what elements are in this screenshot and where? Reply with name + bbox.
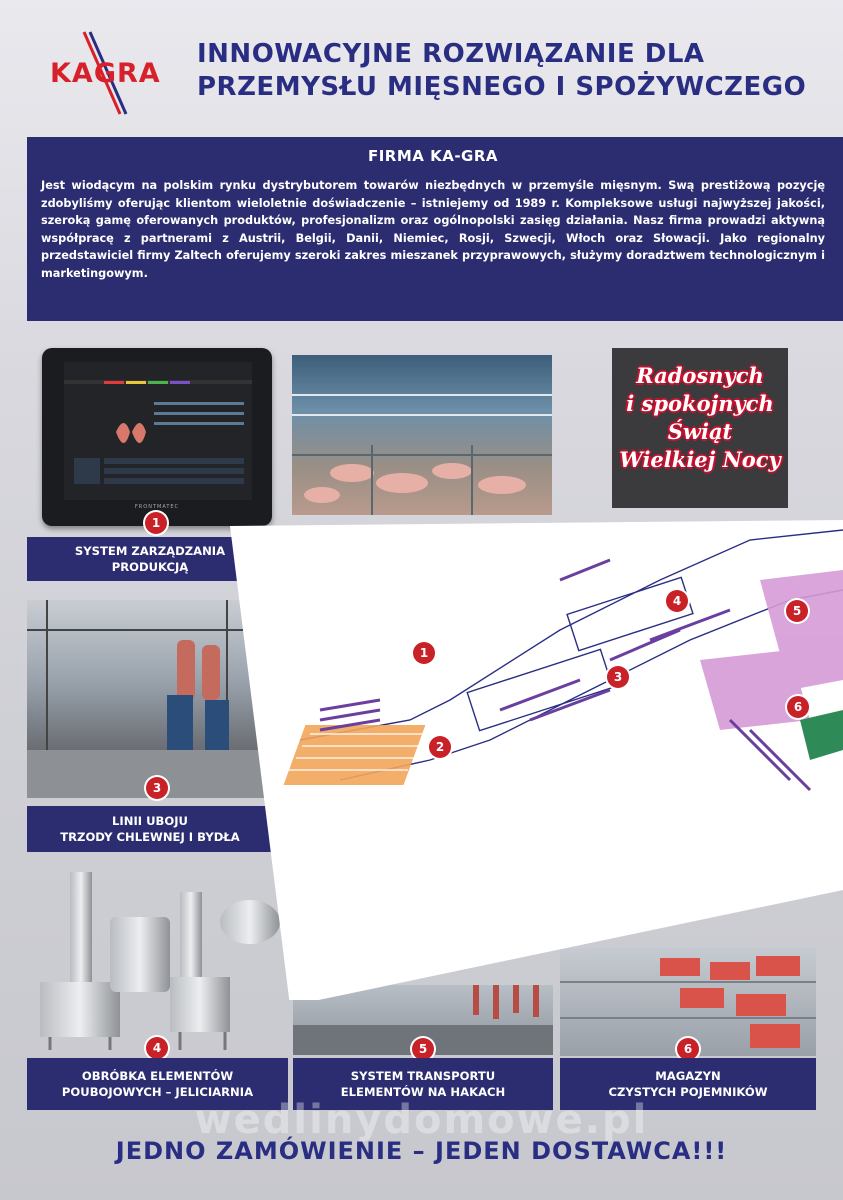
company-description: Jest wiodącym na polskim rynku dystrybutorem towarów niezbędnych w przemyśle mięsnym. Swą prestiżową pozycję zdobyliśmy oferując klientom wieloletnie doświadczenie – istniejemy od 1989 r. Kompleksowe usługi najwyższej jakości, szeroką gamę oferowanych produktów, profesjonalizm oraz ogólnopolski zasięg działania. Nasz firma prowadzi aktywną współpracę z partnerami z Austrii, Belgii, Danii, Niemiec, Rosji, Szwecji, Włoch oraz Słowacji. Jako regionalny przedstawiciel firmy Zaltech oferujemy szeroki zakres mieszanek przyprawowych, służymy doradztwem technologicznym i marketingowym. <box>41 179 825 280</box>
tablet-image <box>42 348 272 526</box>
caption-line: POUBOJOWYCH – JELICIARNIA <box>61 1085 254 1099</box>
slogan: JEDNO ZAMÓWIENIE – JEDEN DOSTAWCA!!! <box>115 1137 728 1165</box>
plan-marker-3: 3 <box>607 666 629 688</box>
section-number-6: 6 <box>677 1038 699 1060</box>
caption-line: CZYSTYCH POJEMNIKÓW <box>608 1085 768 1099</box>
title-line-1: INNOWACYJNE ROZWIĄZANIE DLA <box>197 39 705 69</box>
kagra-logo <box>46 28 166 118</box>
caption-line: ELEMENTÓW NA HAKACH <box>340 1085 506 1099</box>
factory-floor-plan-icon <box>230 520 843 1000</box>
tablet-brand: FRONTMATEC <box>134 504 180 510</box>
caption-line: LINII UBOJU <box>112 814 188 828</box>
plan-marker-5: 5 <box>786 600 808 622</box>
easter-line: Wielkiej Nocy <box>619 447 781 472</box>
easter-greeting-text <box>612 362 788 474</box>
plan-marker-1: 1 <box>413 642 435 664</box>
company-box <box>27 137 843 321</box>
plan-marker-4: 4 <box>666 590 688 612</box>
caption-line: OBRÓBKA ELEMENTÓW <box>81 1069 234 1083</box>
easter-line: Radosnych <box>636 363 764 388</box>
caption-line: SYSTEM TRANSPORTU <box>350 1069 496 1083</box>
section-number-1: 1 <box>145 512 167 534</box>
pig-pens-icon <box>292 355 552 515</box>
easter-line: i spokojnych <box>626 391 774 416</box>
caption-line: MAGAZYN <box>655 1069 721 1083</box>
watermark: wedlinydomowe.pl <box>194 1097 649 1143</box>
production-dashboard-icon <box>64 362 252 500</box>
company-title: FIRMA KA-GRA <box>367 147 499 165</box>
easter-greeting-card <box>612 348 788 508</box>
caption-line: PRODUKCJĄ <box>111 560 189 574</box>
section-number-4: 4 <box>146 1037 168 1059</box>
section-number-3: 3 <box>146 777 168 799</box>
plan-marker-2: 2 <box>429 736 451 758</box>
tablet-screen <box>64 362 252 500</box>
page-title <box>197 38 817 104</box>
plant-layout-plan <box>230 520 843 1000</box>
pig-farm-photo <box>292 355 552 515</box>
title-line-2: PRZEMYSŁU MIĘSNEGO I SPOŻYWCZEGO <box>197 72 807 102</box>
section-number-5: 5 <box>412 1038 434 1060</box>
easter-line: Świąt <box>667 419 733 444</box>
caption-line: TRZODY CHLEWNEJ I BYDŁA <box>60 830 240 844</box>
plan-marker-6: 6 <box>787 696 809 718</box>
logo-text: KAGRA <box>50 58 161 89</box>
caption-line: SYSTEM ZARZĄDZANIA <box>74 544 226 558</box>
